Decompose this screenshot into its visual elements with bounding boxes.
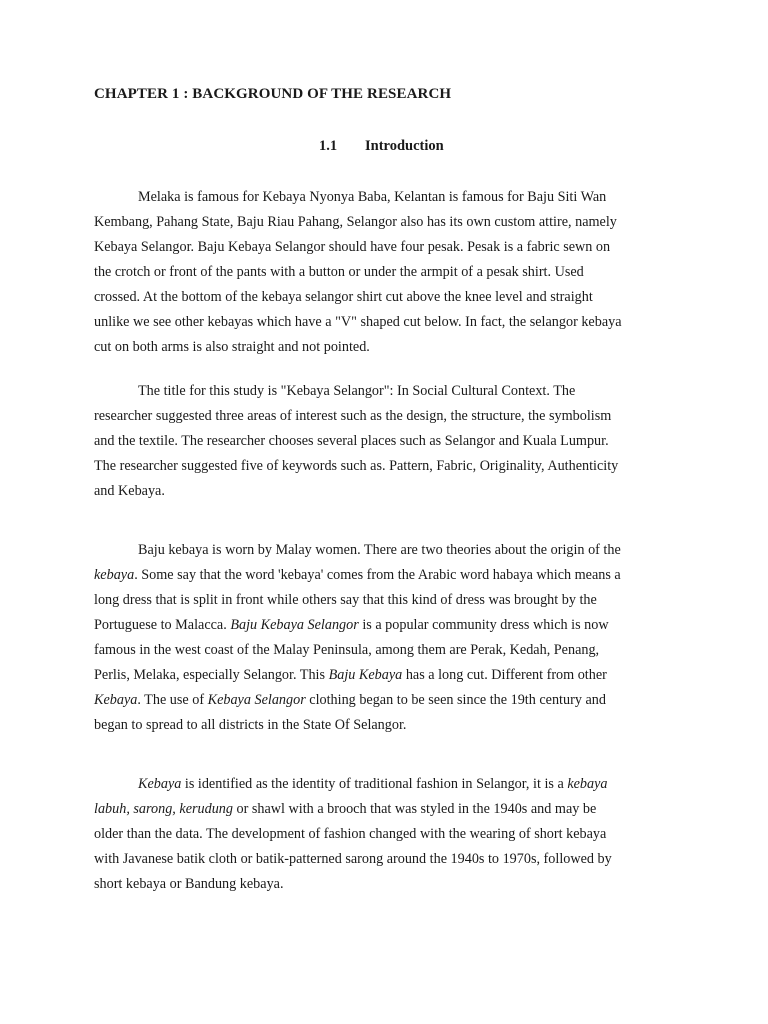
text-line [94, 210, 684, 235]
text-run: long dress that is split in front while others say that this kind of dress was brought by the [94, 592, 597, 608]
text-run: clothing began to be seen since the 19th century and [305, 692, 606, 708]
text-line [94, 663, 684, 688]
chapter-title: CHAPTER 1 : BACKGROUND OF THE RESEARCH [94, 86, 452, 102]
text-run: is identified as the identity of traditional fashion in Selangor, it is a [181, 776, 568, 792]
italic-term: Kebaya [94, 692, 138, 708]
italic-term: labuh, sarong, kerudung [94, 801, 233, 817]
italic-term: kebaya [94, 567, 135, 583]
text-run: and the textile. The researcher chooses several places such as Selangor and Kuala Lumpur. [94, 433, 609, 449]
text-run: is a popular community dress which is now [358, 617, 609, 633]
text-line [94, 335, 684, 360]
text-run: The title for this study is "Kebaya Selangor": In Social Cultural Context. The [138, 383, 576, 399]
text-run: researcher suggested three areas of interest such as the design, the structure, the symbolism [94, 408, 612, 424]
text-run: older than the data. The development of fashion changed with the wearing of short kebaya [94, 826, 607, 842]
text-line [94, 613, 684, 638]
text-line [94, 379, 684, 404]
text-line [94, 454, 684, 479]
text-line [94, 588, 684, 613]
text-line [94, 285, 684, 310]
paragraph-3 [94, 538, 684, 738]
text-line [94, 822, 684, 847]
paragraph-1 [94, 185, 684, 360]
text-run: short kebaya or Bandung kebaya. [94, 876, 284, 892]
text-run: famous in the west coast of the Malay Peninsula, among them are Perak, Kedah, Penang, [94, 642, 600, 658]
text-line [94, 847, 684, 872]
text-run: has a long cut. Different from other [402, 667, 607, 683]
italic-term: kebaya [567, 776, 608, 792]
text-run: . Some say that the word 'kebaya' comes from the Arabic word habaya which means a [134, 567, 621, 583]
section-title: Introduction [365, 138, 444, 154]
paragraph-2 [94, 379, 684, 504]
text-line [94, 538, 684, 563]
italic-term: Kebaya [138, 776, 182, 792]
text-line [94, 563, 684, 588]
text-run: with Javanese batik cloth or batik-patterned sarong around the 1940s to 1970s, followed by [94, 851, 612, 867]
text-run: crossed. At the bottom of the kebaya selangor shirt cut above the knee level and straight [94, 289, 593, 305]
text-run: and Kebaya. [94, 483, 165, 499]
text-line [94, 479, 684, 504]
text-run: or shawl with a brooch that was styled in the 1940s and may be [232, 801, 597, 817]
italic-term: Baju Kebaya Selangor [230, 617, 359, 633]
text-line [94, 713, 684, 738]
text-run: Baju kebaya is worn by Malay women. There are two theories about the origin of the [138, 542, 621, 558]
text-line [94, 310, 684, 335]
text-line [94, 772, 684, 797]
text-line [94, 688, 684, 713]
text-run: unlike we see other kebayas which have a "V" shaped cut below. In fact, the selangor kebaya [94, 314, 622, 330]
text-run: . The use of [137, 692, 208, 708]
section-heading [319, 138, 444, 155]
text-run: Kembang, Pahang State, Baju Riau Pahang, Selangor also has its own custom attire, namely [94, 214, 617, 230]
section-number: 1.1 [319, 138, 338, 154]
text-line [94, 185, 684, 210]
text-run: the crotch or front of the pants with a button or under the armpit of a pesak shirt. Used [94, 264, 584, 280]
text-run: Perlis, Melaka, especially Selangor. This [94, 667, 329, 683]
text-line [94, 638, 684, 663]
italic-term: Baju Kebaya [328, 667, 403, 683]
text-line [94, 872, 684, 897]
text-run: began to spread to all districts in the State Of Selangor. [94, 717, 407, 733]
text-run: Melaka is famous for Kebaya Nyonya Baba, Kelantan is famous for Baju Siti Wan [138, 189, 607, 205]
italic-term: Kebaya Selangor [207, 692, 306, 708]
text-line [94, 235, 684, 260]
text-run: The researcher suggested five of keywords such as. Pattern, Fabric, Originality, Authenticity [94, 458, 619, 474]
text-line [94, 797, 684, 822]
text-line [94, 404, 684, 429]
text-line [94, 260, 684, 285]
text-run: cut on both arms is also straight and not pointed. [94, 339, 370, 355]
text-run: Portuguese to Malacca. [94, 617, 231, 633]
paragraph-4 [94, 772, 684, 897]
text-run: Kebaya Selangor. Baju Kebaya Selangor should have four pesak. Pesak is a fabric sewn on [94, 239, 611, 255]
text-line [94, 429, 684, 454]
